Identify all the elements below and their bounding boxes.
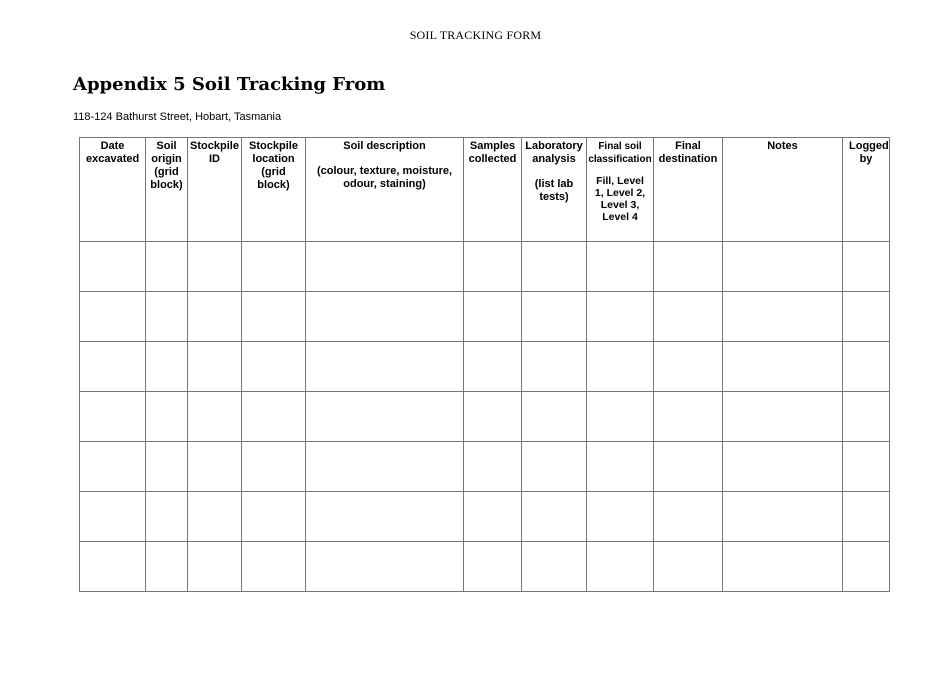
table-row (80, 442, 890, 492)
table-cell[interactable] (146, 542, 188, 592)
table-cell[interactable] (654, 492, 723, 542)
table-cell[interactable] (80, 492, 146, 542)
col-classification-label: Final soil classification (588, 141, 652, 165)
table-cell[interactable] (843, 542, 890, 592)
table-cell[interactable] (522, 292, 587, 342)
table-cell[interactable] (587, 442, 654, 492)
table-cell[interactable] (464, 242, 522, 292)
col-soil-description (306, 138, 464, 242)
table-cell[interactable] (587, 392, 654, 442)
table-cell[interactable] (188, 242, 242, 292)
col-lab-note: (list lab tests) (534, 178, 574, 203)
table-cell[interactable] (188, 292, 242, 342)
table-cell[interactable] (80, 442, 146, 492)
table-cell[interactable] (522, 392, 587, 442)
table-cell[interactable] (723, 342, 843, 392)
page-title: Appendix 5 Soil Tracking From (73, 74, 386, 95)
table-cell[interactable] (464, 292, 522, 342)
table-cell[interactable] (654, 292, 723, 342)
table-cell[interactable] (146, 492, 188, 542)
col-origin-label: Soil origin (grid block) (150, 140, 183, 191)
table-header-row (80, 138, 890, 242)
table-cell[interactable] (654, 442, 723, 492)
col-laboratory-analysis (522, 138, 587, 242)
table-cell[interactable] (464, 442, 522, 492)
table-cell[interactable] (306, 342, 464, 392)
table-cell[interactable] (306, 442, 464, 492)
col-final-classification (587, 138, 654, 242)
table-cell[interactable] (242, 242, 306, 292)
table-cell[interactable] (146, 442, 188, 492)
table-body (80, 242, 890, 592)
table-cell[interactable] (306, 542, 464, 592)
table-cell[interactable] (242, 442, 306, 492)
site-address: 118-124 Bathurst Street, Hobart, Tasmania (73, 111, 282, 123)
table-cell[interactable] (242, 492, 306, 542)
running-header: SOIL TRACKING FORM (409, 28, 542, 42)
table-cell[interactable] (522, 242, 587, 292)
table-cell[interactable] (146, 292, 188, 342)
table-row (80, 492, 890, 542)
table-cell[interactable] (843, 492, 890, 542)
col-notes (723, 138, 843, 242)
table-row (80, 292, 890, 342)
table-cell[interactable] (306, 392, 464, 442)
table-cell[interactable] (242, 292, 306, 342)
col-stockpile-id (188, 138, 242, 242)
table-cell[interactable] (146, 392, 188, 442)
table-cell[interactable] (723, 392, 843, 442)
table-cell[interactable] (80, 392, 146, 442)
table-cell[interactable] (654, 542, 723, 592)
table-cell[interactable] (522, 542, 587, 592)
col-samples-label: Samples collected (468, 140, 517, 165)
table-row (80, 342, 890, 392)
col-date-label: Date excavated (86, 140, 140, 165)
table-cell[interactable] (464, 542, 522, 592)
col-stockpile-location-label: Stockpile location (grid block) (249, 140, 298, 191)
table-cell[interactable] (587, 342, 654, 392)
col-description-note: (colour, texture, moisture, odour, staining) (316, 165, 453, 190)
table-cell[interactable] (654, 242, 723, 292)
table-cell[interactable] (306, 242, 464, 292)
table-cell[interactable] (843, 242, 890, 292)
table-cell[interactable] (188, 392, 242, 442)
col-notes-label: Notes (767, 140, 798, 152)
table-cell[interactable] (723, 442, 843, 492)
table-cell[interactable] (587, 292, 654, 342)
table-cell[interactable] (654, 392, 723, 442)
col-classification-note: Fill, Level 1, Level 2, Level 3, Level 4 (594, 175, 646, 223)
table-cell[interactable] (188, 542, 242, 592)
table-cell[interactable] (188, 342, 242, 392)
table-cell[interactable] (80, 542, 146, 592)
table-cell[interactable] (587, 542, 654, 592)
table-cell[interactable] (723, 492, 843, 542)
table-cell[interactable] (587, 492, 654, 542)
col-samples-collected (464, 138, 522, 242)
table-cell[interactable] (242, 542, 306, 592)
col-description-label: Soil description (343, 140, 426, 152)
table-cell[interactable] (146, 342, 188, 392)
table-cell[interactable] (654, 342, 723, 392)
table-cell[interactable] (306, 492, 464, 542)
soil-tracking-table (79, 137, 890, 592)
col-logged-by-label: Logged by (849, 140, 889, 165)
table-cell[interactable] (464, 492, 522, 542)
table-cell[interactable] (242, 392, 306, 442)
table-cell[interactable] (188, 442, 242, 492)
table-cell[interactable] (80, 342, 146, 392)
col-logged-by (843, 138, 890, 242)
table-cell[interactable] (522, 492, 587, 542)
table-cell[interactable] (522, 442, 587, 492)
col-soil-origin (146, 138, 188, 242)
col-stockpile-location (242, 138, 306, 242)
table-cell[interactable] (843, 292, 890, 342)
table-cell[interactable] (723, 542, 843, 592)
col-stockpile-id-label: Stockpile ID (190, 140, 239, 165)
table-cell[interactable] (80, 242, 146, 292)
table-row (80, 242, 890, 292)
table-cell[interactable] (587, 242, 654, 292)
table-cell[interactable] (843, 342, 890, 392)
table-cell[interactable] (146, 242, 188, 292)
table-cell[interactable] (80, 292, 146, 342)
col-lab-label: Laboratory analysis (525, 140, 583, 165)
table-cell[interactable] (188, 492, 242, 542)
table-cell[interactable] (723, 242, 843, 292)
table-cell[interactable] (723, 292, 843, 342)
table-cell[interactable] (464, 342, 522, 392)
table-cell[interactable] (522, 342, 587, 392)
table-row (80, 392, 890, 442)
table-row (80, 542, 890, 592)
table-cell[interactable] (242, 342, 306, 392)
table-cell[interactable] (843, 442, 890, 492)
table-cell[interactable] (843, 392, 890, 442)
col-final-destination (654, 138, 723, 242)
table-cell[interactable] (306, 292, 464, 342)
col-date-excavated (80, 138, 146, 242)
col-destination-label: Final destination (658, 140, 718, 165)
table-cell[interactable] (464, 392, 522, 442)
